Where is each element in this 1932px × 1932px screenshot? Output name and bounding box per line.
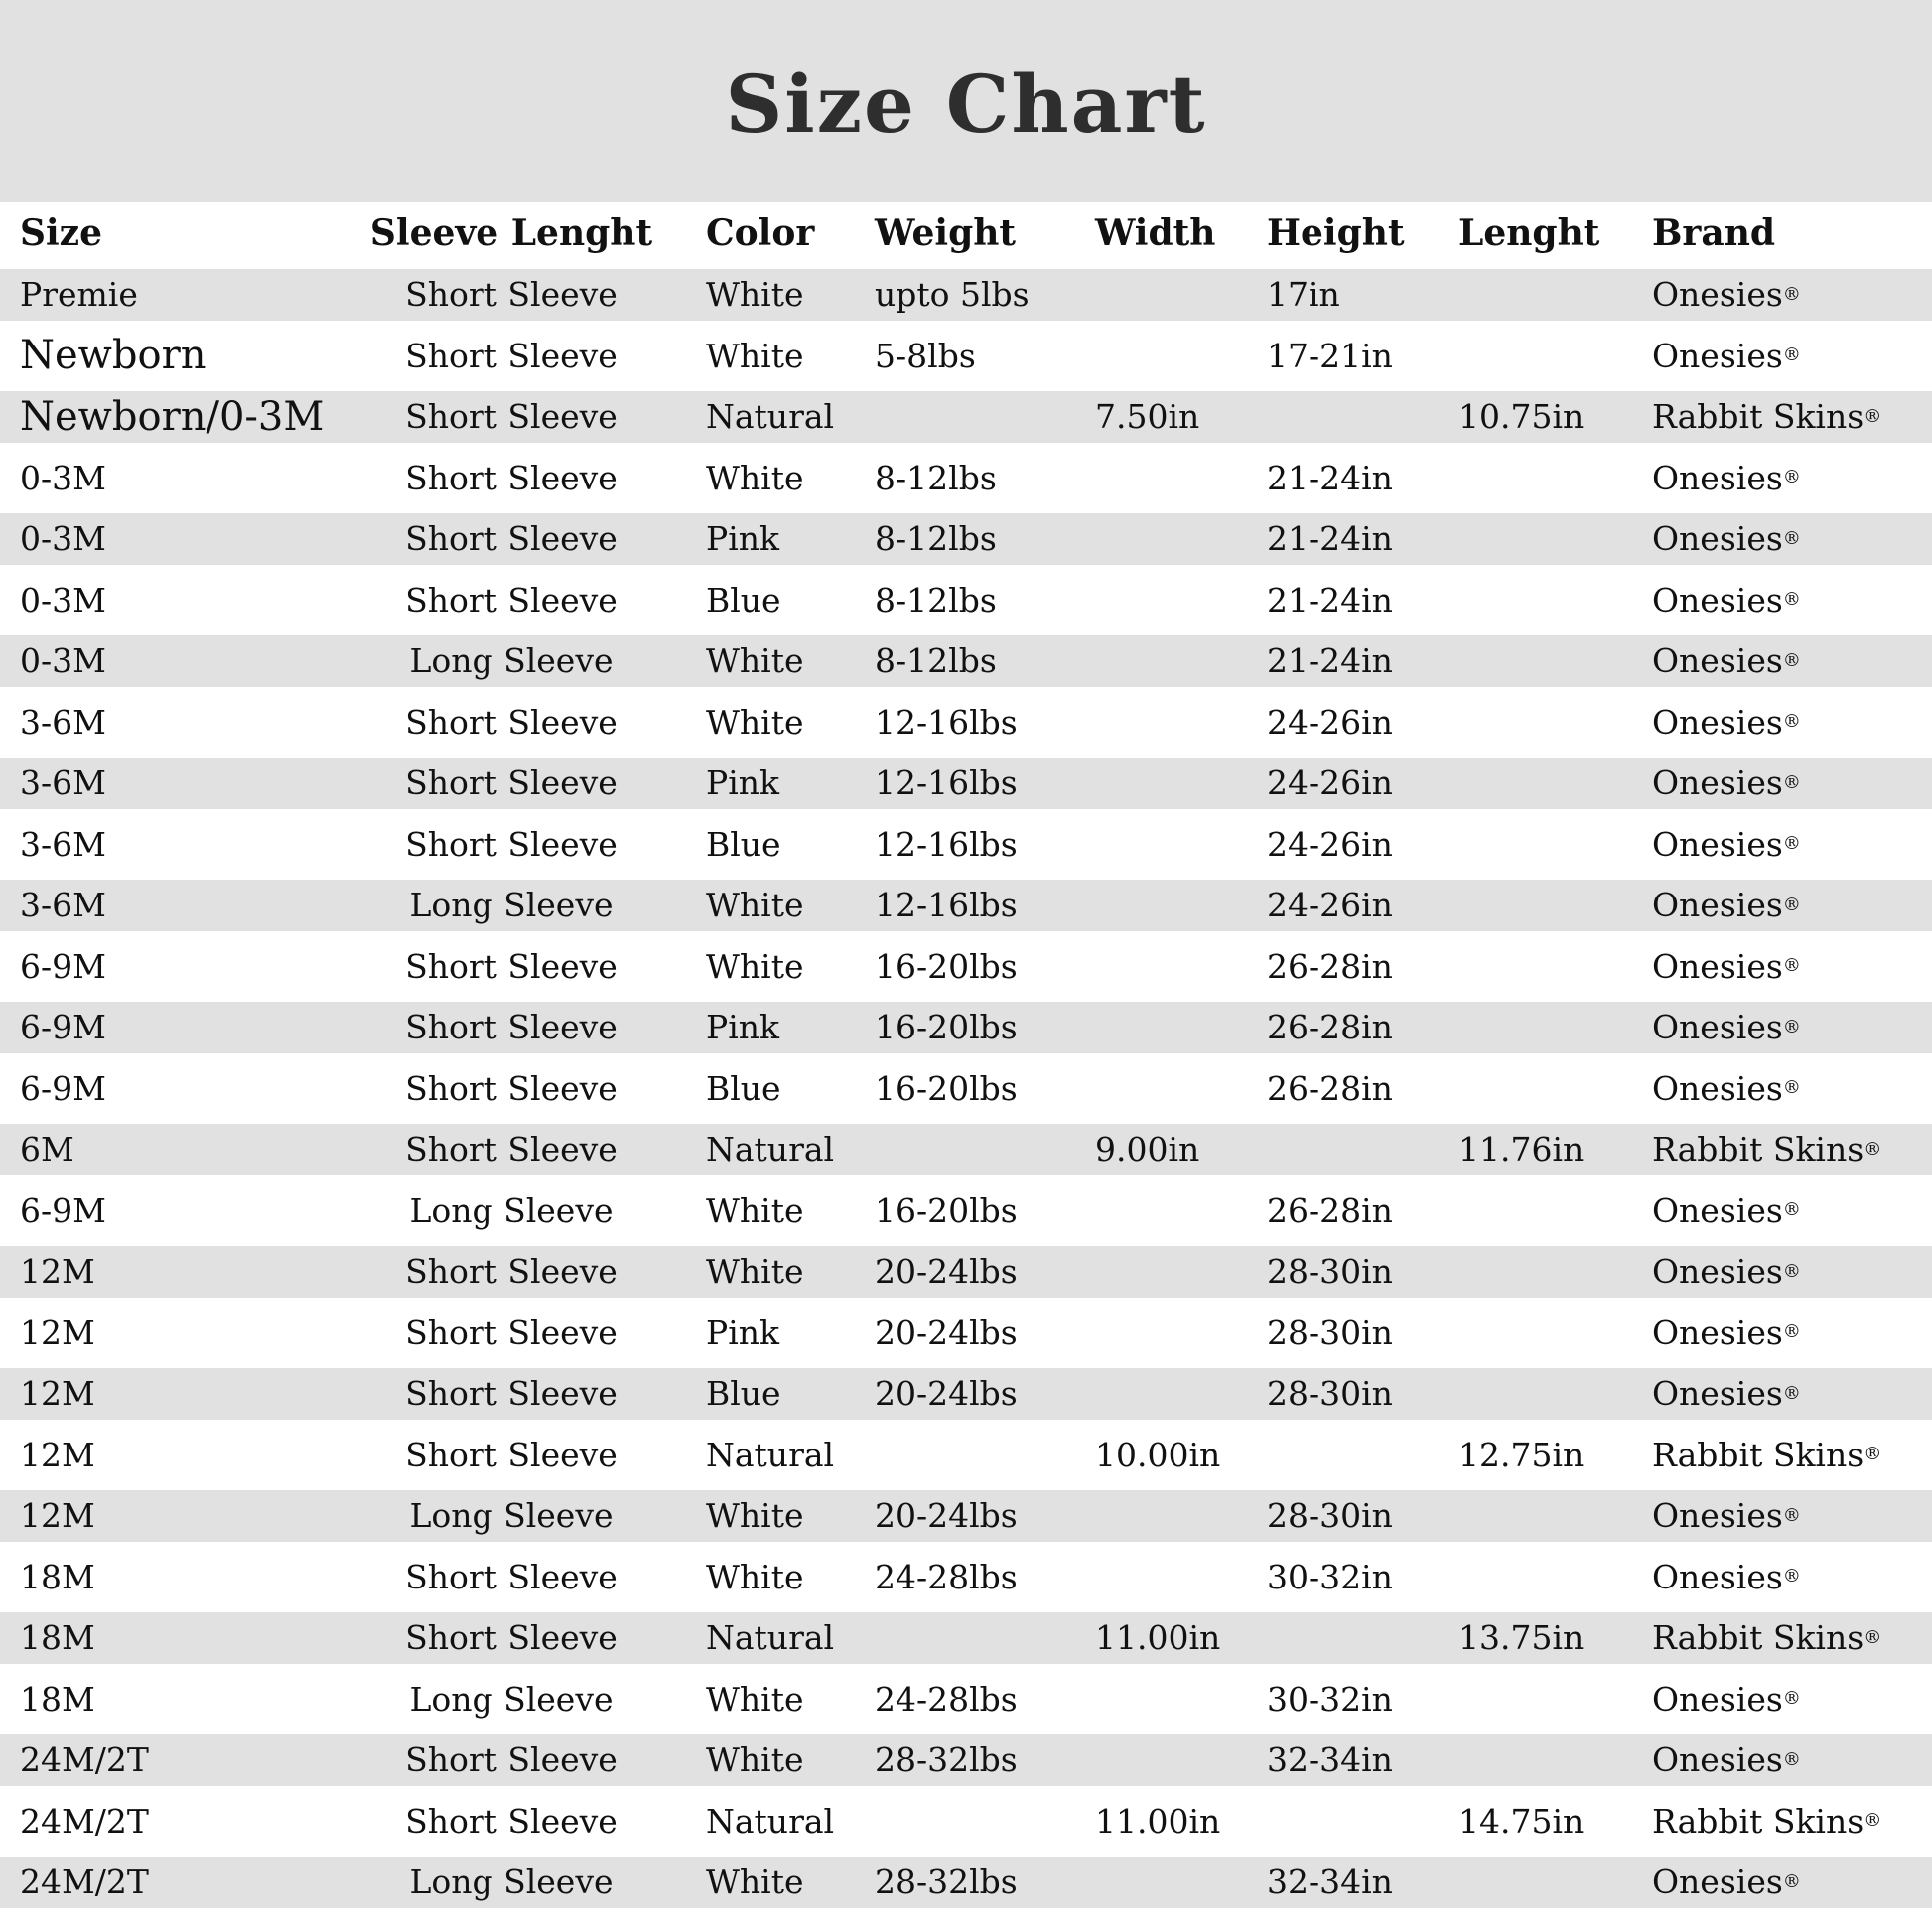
cell-height: 24-26in <box>1267 702 1393 742</box>
cell-brand: Onesies ® <box>1652 702 1801 742</box>
cell-length <box>1451 635 1644 687</box>
cell-height: 32-34in <box>1267 1863 1393 1902</box>
cell-brand: Onesies ® <box>1652 763 1801 803</box>
cell-length <box>1451 1857 1644 1908</box>
cell-weight: 20-24lbs <box>875 1496 1018 1536</box>
cell-width <box>1087 1246 1259 1298</box>
cell-length <box>1451 326 1644 387</box>
cell-width <box>1087 570 1259 631</box>
cell-brand: Onesies ® <box>1652 336 1801 375</box>
cell-brand: Onesies ® <box>1652 1190 1801 1230</box>
cell-brand: Onesies ® <box>1652 1252 1801 1292</box>
cell-length <box>1451 1246 1644 1298</box>
cell-length: 12.75in <box>1458 1435 1585 1474</box>
cell-length <box>1451 1058 1644 1120</box>
cell-size: 3-6M <box>20 824 106 864</box>
cell-color: White <box>706 886 804 925</box>
cell-brand: Rabbit Skins ® <box>1652 1130 1882 1170</box>
cell-length: 11.76in <box>1458 1130 1585 1170</box>
table-body <box>0 264 1932 1913</box>
brand-name: Onesies <box>1652 763 1783 803</box>
cell-size: 0-3M <box>20 458 106 497</box>
cell-sleeve: Short Sleeve <box>405 824 618 864</box>
cell-sleeve: Short Sleeve <box>405 397 618 437</box>
cell-size: 18M <box>20 1618 95 1658</box>
cell-size: 12M <box>20 1312 95 1352</box>
table-row <box>0 1852 1932 1913</box>
cell-size: 24M/2T <box>20 1863 149 1902</box>
cell-height: 21-24in <box>1267 580 1393 620</box>
cell-width <box>1087 513 1259 565</box>
cell-width <box>1087 1857 1259 1908</box>
cell-height: 24-26in <box>1267 824 1393 864</box>
brand-name: Onesies <box>1652 1312 1783 1352</box>
table-row <box>0 508 1932 570</box>
cell-sleeve: Short Sleeve <box>405 702 618 742</box>
cell-color: White <box>706 702 804 742</box>
cell-color: White <box>706 1496 804 1536</box>
cell-brand: Onesies ® <box>1652 1863 1801 1902</box>
cell-brand: Onesies ® <box>1652 1496 1801 1536</box>
column-header-brand: Brand <box>1652 211 1776 254</box>
cell-color: Natural <box>706 1618 835 1658</box>
cell-weight <box>869 391 1087 443</box>
cell-color: White <box>706 1679 804 1719</box>
table-row <box>0 875 1932 936</box>
brand-name: Rabbit Skins <box>1652 1130 1864 1170</box>
cell-weight: 8-12lbs <box>875 580 997 620</box>
cell-length <box>1451 1002 1644 1053</box>
cell-color: Blue <box>706 824 781 864</box>
brand-name: Rabbit Skins <box>1652 1435 1864 1474</box>
cell-brand: Onesies ® <box>1652 1557 1801 1596</box>
cell-size: 12M <box>20 1496 95 1536</box>
cell-weight: 5-8lbs <box>875 336 976 375</box>
table-row <box>0 570 1932 631</box>
cell-size: 12M <box>20 1374 95 1414</box>
cell-sleeve: Short Sleeve <box>405 336 618 375</box>
cell-size: 6-9M <box>20 946 106 986</box>
cell-color: Pink <box>706 1312 780 1352</box>
cell-color: Pink <box>706 1008 780 1047</box>
cell-weight: 16-20lbs <box>875 1008 1018 1047</box>
cell-size: 24M/2T <box>20 1801 149 1841</box>
cell-weight: 16-20lbs <box>875 946 1018 986</box>
cell-width <box>1087 1669 1259 1730</box>
cell-length <box>1451 1547 1644 1608</box>
cell-size: 6M <box>20 1130 74 1170</box>
cell-weight: 20-24lbs <box>875 1374 1018 1414</box>
cell-brand: Onesies ® <box>1652 946 1801 986</box>
cell-color: Blue <box>706 1068 781 1108</box>
cell-color: White <box>706 641 804 681</box>
cell-sleeve: Long Sleeve <box>409 1863 614 1902</box>
cell-size: Newborn <box>20 333 207 379</box>
cell-size: 12M <box>20 1435 95 1474</box>
cell-height: 26-28in <box>1267 1190 1393 1230</box>
table-row <box>0 1791 1932 1853</box>
cell-sleeve: Short Sleeve <box>405 1618 618 1658</box>
cell-height: 17-21in <box>1267 336 1393 375</box>
cell-sleeve: Short Sleeve <box>405 1312 618 1352</box>
table-row <box>0 753 1932 814</box>
cell-width <box>1087 936 1259 998</box>
cell-color: White <box>706 1863 804 1902</box>
cell-brand: Onesies ® <box>1652 1312 1801 1352</box>
table-row <box>0 997 1932 1058</box>
cell-brand: Onesies ® <box>1652 519 1801 559</box>
cell-sleeve: Short Sleeve <box>405 1740 618 1780</box>
cell-height: 24-26in <box>1267 763 1393 803</box>
cell-weight: 12-16lbs <box>875 763 1018 803</box>
cell-length <box>1451 880 1644 931</box>
cell-brand: Onesies ® <box>1652 1068 1801 1108</box>
brand-name: Onesies <box>1652 946 1783 986</box>
table-row <box>0 1303 1932 1364</box>
cell-size: 6-9M <box>20 1190 106 1230</box>
cell-width <box>1087 1490 1259 1542</box>
cell-brand: Onesies ® <box>1652 458 1801 497</box>
cell-size: 0-3M <box>20 641 106 681</box>
cell-weight: 12-16lbs <box>875 886 1018 925</box>
cell-weight: 24-28lbs <box>875 1557 1018 1596</box>
cell-height: 32-34in <box>1267 1740 1393 1780</box>
title-band <box>0 0 1932 202</box>
cell-size: 24M/2T <box>20 1740 149 1780</box>
cell-brand: Onesies ® <box>1652 886 1801 925</box>
cell-color: Blue <box>706 1374 781 1414</box>
cell-height: 21-24in <box>1267 458 1393 497</box>
cell-weight: 28-32lbs <box>875 1740 1018 1780</box>
cell-width <box>1087 1180 1259 1242</box>
brand-name: Onesies <box>1652 1740 1783 1780</box>
size-table <box>0 202 1932 1913</box>
cell-sleeve: Long Sleeve <box>409 886 614 925</box>
cell-weight: 20-24lbs <box>875 1312 1018 1352</box>
cell-sleeve: Short Sleeve <box>405 275 618 315</box>
cell-sleeve: Short Sleeve <box>405 1374 618 1414</box>
cell-weight <box>869 1425 1087 1486</box>
cell-sleeve: Long Sleeve <box>409 1496 614 1536</box>
cell-height: 26-28in <box>1267 1008 1393 1047</box>
table-row <box>0 1669 1932 1730</box>
column-header-length: Lenght <box>1458 211 1600 254</box>
cell-weight: 16-20lbs <box>875 1190 1018 1230</box>
cell-color: White <box>706 275 804 315</box>
table-row <box>0 1425 1932 1486</box>
cell-weight: 24-28lbs <box>875 1679 1018 1719</box>
brand-name: Rabbit Skins <box>1652 1801 1864 1841</box>
table-row <box>0 448 1932 509</box>
cell-height: 26-28in <box>1267 946 1393 986</box>
cell-weight <box>869 1612 1087 1664</box>
cell-height: 28-30in <box>1267 1312 1393 1352</box>
cell-brand: Onesies ® <box>1652 1008 1801 1047</box>
cell-sleeve: Short Sleeve <box>405 946 618 986</box>
brand-name: Onesies <box>1652 824 1783 864</box>
cell-weight: 8-12lbs <box>875 519 997 559</box>
brand-name: Onesies <box>1652 1190 1783 1230</box>
table-row <box>0 692 1932 754</box>
cell-sleeve: Long Sleeve <box>409 1679 614 1719</box>
table-row <box>0 1363 1932 1425</box>
cell-brand: Onesies ® <box>1652 275 1801 315</box>
cell-width: 10.00in <box>1095 1435 1221 1474</box>
cell-width <box>1087 814 1259 876</box>
cell-weight: 20-24lbs <box>875 1252 1018 1292</box>
cell-length <box>1451 936 1644 998</box>
cell-color: Natural <box>706 397 835 437</box>
cell-width <box>1087 1002 1259 1053</box>
brand-name: Onesies <box>1652 1863 1783 1902</box>
cell-length <box>1451 448 1644 509</box>
cell-length <box>1451 269 1644 321</box>
cell-size: 3-6M <box>20 763 106 803</box>
brand-name: Onesies <box>1652 1252 1783 1292</box>
cell-size: 18M <box>20 1557 95 1596</box>
brand-name: Onesies <box>1652 1374 1783 1414</box>
cell-length <box>1451 1368 1644 1420</box>
cell-width <box>1087 1734 1259 1786</box>
cell-color: White <box>706 1557 804 1596</box>
cell-brand: Onesies ® <box>1652 641 1801 681</box>
cell-width <box>1087 326 1259 387</box>
cell-height <box>1259 1425 1451 1486</box>
table-row <box>0 386 1932 448</box>
cell-weight <box>869 1124 1087 1175</box>
cell-length <box>1451 1303 1644 1364</box>
cell-height: 26-28in <box>1267 1068 1393 1108</box>
table-row <box>0 1058 1932 1120</box>
cell-length <box>1451 814 1644 876</box>
cell-size: 3-6M <box>20 702 106 742</box>
table-row <box>0 326 1932 387</box>
cell-width <box>1087 1058 1259 1120</box>
cell-length <box>1451 570 1644 631</box>
brand-name: Onesies <box>1652 1068 1783 1108</box>
cell-height: 21-24in <box>1267 519 1393 559</box>
cell-height: 24-26in <box>1267 886 1393 925</box>
cell-weight: 12-16lbs <box>875 824 1018 864</box>
cell-brand: Onesies ® <box>1652 580 1801 620</box>
cell-width <box>1087 269 1259 321</box>
cell-width <box>1087 635 1259 687</box>
cell-brand: Onesies ® <box>1652 1679 1801 1719</box>
cell-size: 3-6M <box>20 886 106 925</box>
cell-width <box>1087 880 1259 931</box>
table-row <box>0 1729 1932 1791</box>
table-row <box>0 630 1932 692</box>
cell-width: 9.00in <box>1095 1130 1200 1170</box>
cell-size: 12M <box>20 1252 95 1292</box>
cell-sleeve: Long Sleeve <box>409 1190 614 1230</box>
cell-length: 14.75in <box>1458 1801 1585 1841</box>
cell-length <box>1451 1734 1644 1786</box>
cell-sleeve: Short Sleeve <box>405 1557 618 1596</box>
table-row <box>0 1180 1932 1242</box>
brand-name: Onesies <box>1652 519 1783 559</box>
brand-name: Rabbit Skins <box>1652 397 1864 437</box>
cell-width: 11.00in <box>1095 1618 1221 1658</box>
brand-name: Rabbit Skins <box>1652 1618 1864 1658</box>
brand-name: Onesies <box>1652 458 1783 497</box>
cell-length <box>1451 513 1644 565</box>
column-header-sleeve-length: Sleeve Lenght <box>369 211 653 254</box>
cell-weight: 8-12lbs <box>875 458 997 497</box>
cell-width: 7.50in <box>1095 397 1200 437</box>
cell-size: 0-3M <box>20 580 106 620</box>
cell-weight: upto 5lbs <box>875 275 1030 315</box>
cell-brand: Rabbit Skins ® <box>1652 1801 1882 1841</box>
cell-sleeve: Short Sleeve <box>405 458 618 497</box>
cell-height: 28-30in <box>1267 1252 1393 1292</box>
cell-width <box>1087 1547 1259 1608</box>
cell-height <box>1259 1791 1451 1853</box>
cell-sleeve: Short Sleeve <box>405 1801 618 1841</box>
cell-width <box>1087 692 1259 754</box>
cell-color: White <box>706 1740 804 1780</box>
cell-width <box>1087 1368 1259 1420</box>
cell-height <box>1259 1612 1451 1664</box>
column-header-width: Width <box>1095 211 1216 254</box>
brand-name: Onesies <box>1652 580 1783 620</box>
cell-height: 28-30in <box>1267 1374 1393 1414</box>
cell-height <box>1259 391 1451 443</box>
brand-name: Onesies <box>1652 886 1783 925</box>
cell-weight: 28-32lbs <box>875 1863 1018 1902</box>
cell-length <box>1451 1180 1644 1242</box>
cell-sleeve: Short Sleeve <box>405 1435 618 1474</box>
column-header-size: Size <box>20 211 103 254</box>
cell-brand: Rabbit Skins ® <box>1652 1618 1882 1658</box>
table-row <box>0 264 1932 326</box>
cell-color: White <box>706 1252 804 1292</box>
cell-width <box>1087 1303 1259 1364</box>
brand-name: Onesies <box>1652 1008 1783 1047</box>
cell-brand: Onesies ® <box>1652 824 1801 864</box>
cell-brand: Onesies ® <box>1652 1374 1801 1414</box>
cell-height: 30-32in <box>1267 1679 1393 1719</box>
cell-sleeve: Long Sleeve <box>409 641 614 681</box>
cell-sleeve: Short Sleeve <box>405 1252 618 1292</box>
brand-name: Onesies <box>1652 336 1783 375</box>
cell-color: Blue <box>706 580 781 620</box>
table-row <box>0 1485 1932 1547</box>
cell-color: White <box>706 1190 804 1230</box>
cell-sleeve: Short Sleeve <box>405 1130 618 1170</box>
cell-color: Natural <box>706 1435 835 1474</box>
brand-name: Onesies <box>1652 1496 1783 1536</box>
page-title: Size Chart <box>725 57 1207 151</box>
cell-height <box>1259 1124 1451 1175</box>
cell-size: 0-3M <box>20 519 106 559</box>
cell-height: 17in <box>1267 275 1340 315</box>
cell-sleeve: Short Sleeve <box>405 519 618 559</box>
cell-width <box>1087 758 1259 809</box>
cell-brand: Rabbit Skins ® <box>1652 1435 1882 1474</box>
brand-name: Onesies <box>1652 1679 1783 1719</box>
brand-name: Onesies <box>1652 702 1783 742</box>
cell-size: 6-9M <box>20 1068 106 1108</box>
cell-length <box>1451 758 1644 809</box>
cell-height: 30-32in <box>1267 1557 1393 1596</box>
cell-height: 21-24in <box>1267 641 1393 681</box>
cell-size: Newborn/0-3M <box>20 393 325 440</box>
cell-width <box>1087 448 1259 509</box>
cell-color: White <box>706 336 804 375</box>
table-row <box>0 936 1932 998</box>
cell-color: White <box>706 458 804 497</box>
column-header-weight: Weight <box>875 211 1017 254</box>
table-row <box>0 1241 1932 1303</box>
table-row <box>0 814 1932 876</box>
cell-length: 13.75in <box>1458 1618 1585 1658</box>
brand-name: Onesies <box>1652 1557 1783 1596</box>
table-row <box>0 1607 1932 1669</box>
brand-name: Onesies <box>1652 275 1783 315</box>
table-row <box>0 1547 1932 1608</box>
cell-color: Natural <box>706 1801 835 1841</box>
column-header-height: Height <box>1267 211 1405 254</box>
cell-size: 18M <box>20 1679 95 1719</box>
cell-weight: 16-20lbs <box>875 1068 1018 1108</box>
cell-color: Natural <box>706 1130 835 1170</box>
cell-height: 28-30in <box>1267 1496 1393 1536</box>
cell-weight: 12-16lbs <box>875 702 1018 742</box>
cell-sleeve: Short Sleeve <box>405 763 618 803</box>
cell-length <box>1451 1669 1644 1730</box>
cell-width: 11.00in <box>1095 1801 1221 1841</box>
cell-brand: Onesies ® <box>1652 1740 1801 1780</box>
cell-color: Pink <box>706 763 780 803</box>
brand-name: Onesies <box>1652 641 1783 681</box>
cell-brand: Rabbit Skins ® <box>1652 397 1882 437</box>
cell-color: Pink <box>706 519 780 559</box>
column-header-color: Color <box>706 211 815 254</box>
cell-weight <box>869 1791 1087 1853</box>
cell-sleeve: Short Sleeve <box>405 580 618 620</box>
cell-length: 10.75in <box>1458 397 1585 437</box>
cell-color: White <box>706 946 804 986</box>
cell-weight: 8-12lbs <box>875 641 997 681</box>
cell-size: 6-9M <box>20 1008 106 1047</box>
table-header-row <box>0 202 1932 264</box>
table-row <box>0 1119 1932 1180</box>
cell-sleeve: Short Sleeve <box>405 1008 618 1047</box>
cell-size: Premie <box>20 275 138 315</box>
cell-length <box>1451 692 1644 754</box>
cell-sleeve: Short Sleeve <box>405 1068 618 1108</box>
cell-length <box>1451 1490 1644 1542</box>
